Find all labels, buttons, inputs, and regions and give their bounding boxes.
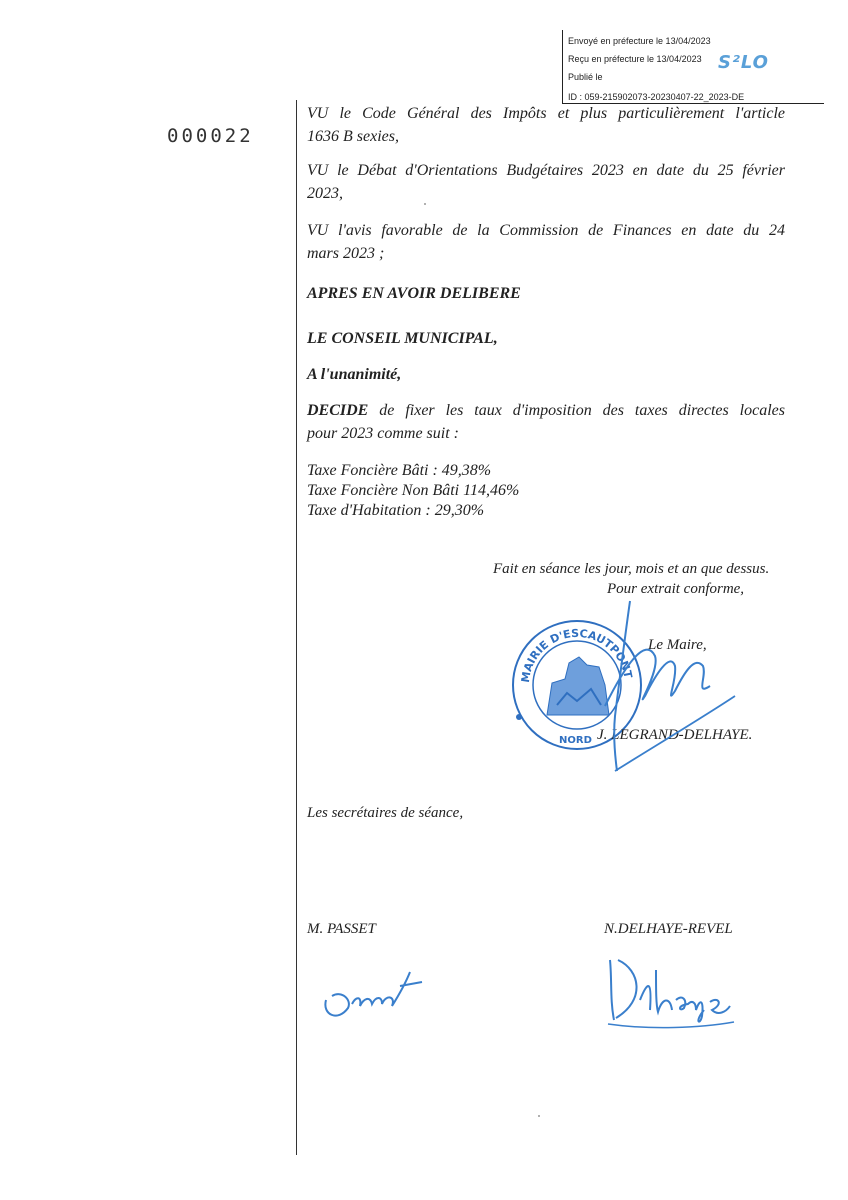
svg-text:MAIRIE D'ESCAUTPONT: MAIRIE D'ESCAUTPONT [518,626,635,684]
unanimite-heading: A l'unanimité, [307,366,402,383]
stamp-received: Reçu en préfecture le 13/04/2023 [568,54,702,64]
vu-debat-line2: 2023, [307,185,343,202]
tax-item: Taxe Foncière Bâti : 49,38% [307,462,492,479]
delhaye-signature [600,950,740,1030]
prefecture-stamp [562,30,824,100]
maire-name: J. LEGRAND-DELHAYE. [597,727,753,743]
vu-avis-line1: VU l'avis favorable de la Commission de Finances en date du 24 [307,222,785,239]
tax-item: Taxe d'Habitation : 29,30% [307,502,485,519]
stamp-id: ID : 059-215902073-20230407-22_2023-DE [568,92,745,102]
decide-text: de fixer les taux d'imposition des taxes directes locales [379,402,786,419]
stamp-sent: Envoyé en préfecture le 13/04/2023 [568,36,711,46]
le-maire-label: Le Maire, [648,637,707,653]
passet-signature [318,960,428,1030]
decide-keyword: DECIDE [307,402,369,419]
vu-debat-line1: VU le Débat d'Orientations Budgétaires 2023 en date du 25 février [307,162,785,179]
reference-number: 000022 [167,125,254,147]
decide-line2: pour 2023 comme suit : [307,425,459,442]
pour-extrait: Pour extrait conforme, [607,581,745,597]
vu-code-line1: VU le Code Général des Impôts et plus particulièrement l'article [307,105,785,122]
conseil-heading: LE CONSEIL MUNICIPAL, [307,330,498,347]
vu-code-line2: 1636 B sexies, [307,128,399,145]
tax-item: Taxe Foncière Non Bâti 114,46% [307,482,520,499]
s2lo-logo: S²LO [718,52,769,73]
fait-en-seance: Fait en séance les jour, mois et an que dessus. [493,561,770,577]
stamp-published: Publié le [568,72,603,82]
svg-text:NORD: NORD [559,735,592,746]
apres-heading: APRES EN AVOIR DELIBERE [307,285,521,302]
margin-rule [296,100,297,1155]
secretaire-name-2: N.DELHAYE-REVEL [604,921,733,937]
scan-speck [538,1115,540,1117]
maire-signature [575,596,745,776]
secretaire-name-1: M. PASSET [307,921,376,937]
scan-speck [424,203,426,205]
vu-avis-line2: mars 2023 ; [307,245,385,262]
secretaires-label: Les secrétaires de séance, [307,805,464,821]
